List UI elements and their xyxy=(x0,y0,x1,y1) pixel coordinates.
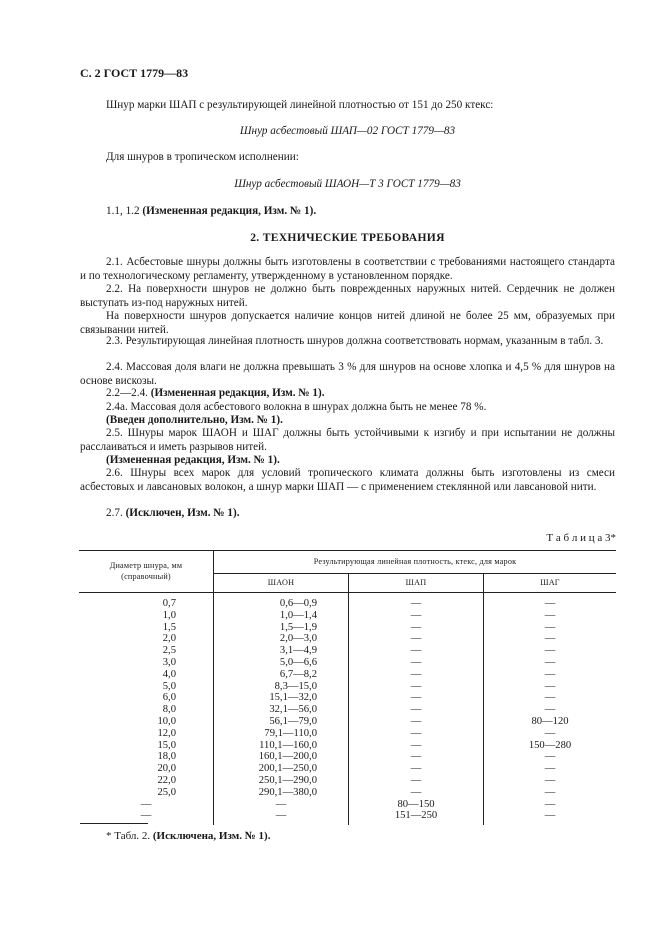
paragraph-2-2: 2.2. На поверхности шнуров не должно быть поврежденных наружных нитей. Сердечник не должен выступать из-под наружных нитей. xyxy=(80,283,615,309)
cell-shag: — xyxy=(544,680,556,692)
table-row xyxy=(79,728,616,740)
cell-shap: — xyxy=(349,740,484,752)
cell-shag: — xyxy=(544,645,556,657)
cell-diameter: 5,0 xyxy=(79,681,214,693)
footnote-rule xyxy=(80,823,148,824)
paragraph-2-4a: 2.4а. Массовая доля асбестового волокна в шнурах должна быть не менее 78 %. xyxy=(106,401,487,413)
table-row xyxy=(79,593,616,610)
cell-shaon: 15,1—32,0 xyxy=(214,692,349,704)
cell-shap: — xyxy=(349,669,484,681)
cell-shag: — xyxy=(544,633,556,645)
cell-shag: 150—280 xyxy=(528,739,572,751)
table-row xyxy=(79,669,616,681)
cell-shag: — xyxy=(544,763,556,775)
table-row xyxy=(79,704,616,716)
paragraph-2-3: 2.3. Результирующая линейная плотность шнуров должна соответствовать нормам, указанным в табл. 3. xyxy=(106,335,604,347)
paragraph-2-6: 2.6. Шнуры всех марок для условий тропического климата должны быть изготовлены из смеси асбестовых и лавсановых волокон, а шнур марки ШАП — с применением стеклянной или лавсановой нити. xyxy=(80,467,615,493)
paragraph-2-5: 2.5. Шнуры марок ШАОН и ШАГ должны быть устойчивыми к изгибу и при испытании не должны расслаиваться и иметь разрывов нитей. xyxy=(80,427,615,453)
cell-shag: — xyxy=(544,727,556,739)
linear-density-table xyxy=(79,550,616,825)
table-row xyxy=(79,799,616,811)
cell-diameter: 4,0 xyxy=(79,669,214,681)
cell-diameter: 10,0 xyxy=(79,716,214,728)
table-row xyxy=(79,740,616,752)
cell-shaon: — xyxy=(214,810,349,825)
designation-example-1: Шнур асбестовый ШАП—02 ГОСТ 1779—83 xyxy=(239,125,456,137)
note-amendment: (Измененная редакция, Изм. № 1). xyxy=(150,387,325,399)
cell-shag: — xyxy=(544,598,556,609)
cell-diameter: — xyxy=(79,799,214,811)
column-header-shaon: ШАОН xyxy=(214,574,349,593)
amendment-note-1-1 xyxy=(80,205,615,219)
table-row xyxy=(79,657,616,669)
column-header-diameter: Диаметр шнура, мм (справочный) xyxy=(79,551,214,593)
cell-shaon: 5,0—6,6 xyxy=(214,657,349,669)
cell-shaon: 3,1—4,9 xyxy=(214,645,349,657)
cell-diameter: 18,0 xyxy=(79,751,214,763)
cell-shag: — xyxy=(544,810,556,822)
cell-shap: — xyxy=(349,645,484,657)
table-body xyxy=(79,593,616,826)
cell-shap: 80—150 xyxy=(349,799,484,811)
cell-shaon: — xyxy=(214,799,349,811)
table-row xyxy=(79,622,616,634)
cell-diameter: 20,0 xyxy=(79,763,214,775)
cell-shap: — xyxy=(349,704,484,716)
footnote-prefix: * Табл. 2. xyxy=(106,830,151,842)
amendment-note-2-5: (Измененная редакция, Изм. № 1). xyxy=(106,454,280,466)
amendment-note-2-4a: (Введен дополнительно, Изм. № 1). xyxy=(106,414,283,426)
footnote-amendment: (Исключена, Изм. № 1). xyxy=(152,830,271,842)
cell-shag: — xyxy=(544,774,556,786)
cell-shag: — xyxy=(544,751,556,763)
cell-shaon: 2,0—3,0 xyxy=(214,633,349,645)
intro-line-1: Шнур марки ШАП с результирующей линейной плотностью от 151 до 250 ктекс: xyxy=(106,99,494,111)
cell-shag: 80—120 xyxy=(531,715,569,727)
cell-shaon: 200,1—250,0 xyxy=(214,763,349,775)
cell-diameter: 22,0 xyxy=(79,775,214,787)
cell-shaon: 250,1—290,0 xyxy=(214,775,349,787)
table-row xyxy=(79,810,616,825)
paragraph-2-1: 2.1. Асбестовые шнуры должны быть изготовлены в соответствии с требованиями настоящего стандарта и по технологическому регламенту, утвержденному в установленном порядке. xyxy=(80,256,615,282)
cell-shap: — xyxy=(349,692,484,704)
paragraph-2-4: 2.4. Массовая доля влаги не должна превышать 3 % для шнуров на основе хлопка и 4,5 % для шнуров на основе вискозы. xyxy=(80,361,615,387)
cell-shag: — xyxy=(544,692,556,704)
cell-shaon: 1,0—1,4 xyxy=(214,610,349,622)
section-title: 2. ТЕХНИЧЕСКИЕ ТРЕБОВАНИЯ xyxy=(250,231,445,244)
table-caption: Т а б л и ц а 3* xyxy=(546,532,616,544)
cell-shap: — xyxy=(349,593,484,610)
cell-shaon: 8,3—15,0 xyxy=(214,681,349,693)
cell-diameter: 3,0 xyxy=(79,657,214,669)
cell-shaon: 160,1—200,0 xyxy=(214,751,349,763)
paragraph-2-7 xyxy=(80,507,615,521)
footnote xyxy=(106,830,270,842)
intro-line-2: Для шнуров в тропическом исполнении: xyxy=(106,151,299,163)
designation-example-2: Шнур асбестовый ШАОН—Т 3 ГОСТ 1779—83 xyxy=(234,178,461,190)
cell-diameter: — xyxy=(79,810,214,825)
cell-shap: — xyxy=(349,681,484,693)
cell-shap: — xyxy=(349,633,484,645)
cell-shaon: 6,7—8,2 xyxy=(214,669,349,681)
note-amendment: (Измененная редакция, Изм. № 1). xyxy=(142,205,317,217)
amendment-note-2-2-2-4 xyxy=(80,387,615,401)
cell-shaon: 56,1—79,0 xyxy=(214,716,349,728)
cell-shap: — xyxy=(349,775,484,787)
cell-shap: — xyxy=(349,716,484,728)
note-prefix: 2.2—2.4. xyxy=(106,387,148,399)
paragraph-number: 2.7. xyxy=(106,507,123,519)
table-row xyxy=(79,681,616,693)
cell-diameter: 15,0 xyxy=(79,740,214,752)
cell-shaon: 79,1—110,0 xyxy=(214,728,349,740)
cell-shap: — xyxy=(349,751,484,763)
table-row xyxy=(79,751,616,763)
cell-shap: — xyxy=(349,657,484,669)
cell-diameter: 25,0 xyxy=(79,787,214,799)
paragraph-2-2-continued: На поверхности шнуров допускается наличие концов нитей длиной не более 25 мм, образуемых при связывании нитей. xyxy=(80,310,615,336)
cell-shag: — xyxy=(544,609,556,621)
table-row xyxy=(79,692,616,704)
column-group-header-density: Результирующая линейная плотность, ктекс, для марок xyxy=(214,551,617,574)
cell-shaon: 32,1—56,0 xyxy=(214,704,349,716)
cell-shaon: 290,1—380,0 xyxy=(214,787,349,799)
cell-shap: — xyxy=(349,787,484,799)
cell-diameter: 6,0 xyxy=(79,692,214,704)
cell-diameter: 12,0 xyxy=(79,728,214,740)
table-row xyxy=(79,763,616,775)
cell-diameter: 2,0 xyxy=(79,633,214,645)
table-row xyxy=(79,775,616,787)
cell-shap: — xyxy=(349,622,484,634)
cell-diameter: 2,5 xyxy=(79,645,214,657)
cell-diameter: 8,0 xyxy=(79,704,214,716)
column-header-shag: ШАГ xyxy=(484,574,617,593)
cell-diameter: 1,0 xyxy=(79,610,214,622)
note-excluded: (Исключен, Изм. № 1). xyxy=(125,507,240,519)
note-prefix: 1.1, 1.2 xyxy=(106,205,140,217)
cell-shap: — xyxy=(349,610,484,622)
table-row xyxy=(79,645,616,657)
cell-shap: — xyxy=(349,728,484,740)
table-row xyxy=(79,716,616,728)
column-header-shap: ШАП xyxy=(349,574,484,593)
cell-shap: 151—250 xyxy=(349,810,484,825)
cell-shag: — xyxy=(544,656,556,668)
table-row xyxy=(79,633,616,645)
page-header: С. 2 ГОСТ 1779—83 xyxy=(80,66,189,80)
cell-diameter: 0,7 xyxy=(79,593,214,610)
cell-diameter: 1,5 xyxy=(79,622,214,634)
cell-shag: — xyxy=(544,668,556,680)
table-row xyxy=(79,610,616,622)
cell-shag: — xyxy=(544,798,556,810)
cell-shaon: 1,5—1,9 xyxy=(214,622,349,634)
table-row xyxy=(79,787,616,799)
cell-shap: — xyxy=(349,763,484,775)
cell-shaon: 110,1—160,0 xyxy=(214,740,349,752)
cell-shag: — xyxy=(544,704,556,716)
cell-shag: — xyxy=(544,786,556,798)
cell-shaon: 0,6—0,9 xyxy=(214,593,349,610)
cell-shag: — xyxy=(544,621,556,633)
